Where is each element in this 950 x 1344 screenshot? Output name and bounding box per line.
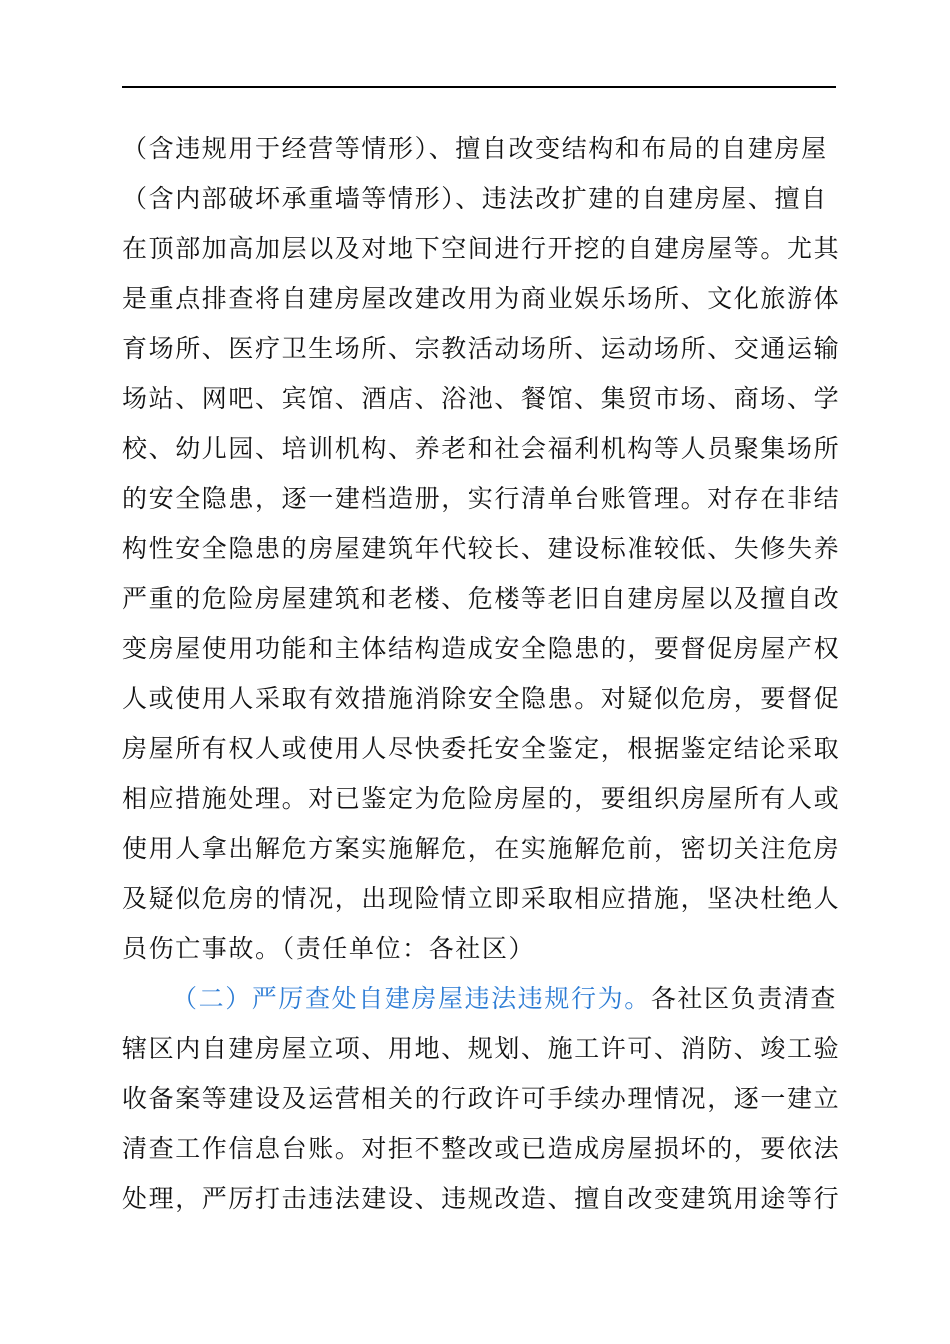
document-body [122,124,842,1224]
text-line: 育场所、医疗卫生场所、宗教活动场所、运动场所、交通运输 [122,334,841,363]
text-line: （含内部破坏承重墙等情形）、违法改扩建的自建房屋、擅自 [122,184,828,213]
text-line: 员伤亡事故。（责任单位：各社区） [122,934,536,963]
text-line: 人或使用人采取有效措施消除安全隐患。对疑似危房，要督促 [122,684,841,713]
text-line: 处理，严厉打击违法建设、违规改造、擅自改变建筑用途等行 [122,1184,841,1213]
section-first-line [122,974,842,1024]
text-line: 场站、网吧、宾馆、酒店、浴池、餐馆、集贸市场、商场、学 [122,384,841,413]
text-line: 校、幼儿园、培训机构、养老和社会福利机构等人员聚集场所 [122,434,841,463]
text-line: 使用人拿出解危方案实施解危，在实施解危前，密切关注危房 [122,834,841,863]
text-line: （含违规用于经营等情形）、擅自改变结构和布局的自建房屋 [122,134,828,163]
text-line: 清查工作信息台账。对拒不整改或已造成房屋损坏的，要依法 [122,1134,841,1163]
text-line: 的安全隐患，逐一建档造册，实行清单台账管理。对存在非结 [122,484,841,513]
header-rule [122,86,836,88]
section-heading: （二）严厉查处自建房屋违法违规行为。 [172,984,651,1013]
text-line: 及疑似危房的情况，出现险情立即采取相应措施，坚决杜绝人 [122,884,841,913]
text-line: 房屋所有权人或使用人尽快委托安全鉴定，根据鉴定结论采取 [122,734,841,763]
text-line: 在顶部加高加层以及对地下空间进行开挖的自建房屋等。尤其 [122,234,841,263]
text-line: 相应措施处理。对已鉴定为危险房屋的，要组织房屋所有人或 [122,784,841,813]
text-line: 收备案等建设及运营相关的行政许可手续办理情况，逐一建立 [122,1084,841,1113]
text-line: 是重点排查将自建房屋改建改用为商业娱乐场所、文化旅游体 [122,284,841,313]
section-first-line-text: 各社区负责清查 [650,984,838,1013]
text-line: 变房屋使用功能和主体结构造成安全隐患的，要督促房屋产权 [122,634,841,663]
text-line: 构性安全隐患的房屋建筑年代较长、建设标准较低、失修失养 [122,534,841,563]
text-line: 辖区内自建房屋立项、用地、规划、施工许可、消防、竣工验 [122,1034,841,1063]
text-line: 严重的危险房屋建筑和老楼、危楼等老旧自建房屋以及擅自改 [122,584,841,613]
